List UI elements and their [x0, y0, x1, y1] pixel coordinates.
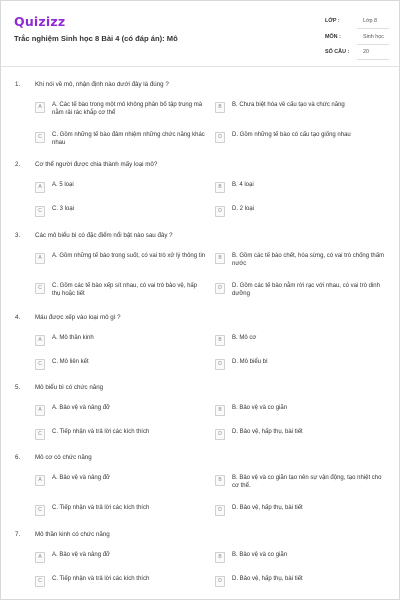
- option-d-box[interactable]: D: [215, 429, 225, 440]
- worksheet-title: Trắc nghiệm Sinh học 8 Bài 4 (có đáp án): Mô: [14, 34, 178, 43]
- option-d-box[interactable]: D: [215, 576, 225, 587]
- option-b-text[interactable]: B. 4 loại: [232, 182, 254, 188]
- option-d-box[interactable]: D: [215, 206, 225, 217]
- option-a-box[interactable]: A: [35, 335, 45, 346]
- grade-value: Lớp 8: [363, 18, 378, 24]
- option-c-box[interactable]: C: [35, 283, 45, 294]
- option-c-text[interactable]: C. 3 loại: [52, 206, 75, 212]
- option-d-box[interactable]: D: [215, 283, 225, 294]
- question-count-underline: [357, 59, 389, 60]
- option-b-text[interactable]: B. Bảo vệ và co giãn: [232, 405, 288, 411]
- option-a-box[interactable]: A: [35, 405, 45, 416]
- option-c-box[interactable]: C: [35, 576, 45, 587]
- option-d-text[interactable]: D. Mô biểu bì: [232, 359, 268, 365]
- option-a-text[interactable]: A. Các tế bào trong một mô không phân bố tập trung mà nằm rải rác khắp cơ thể: [52, 102, 203, 116]
- option-d-box[interactable]: D: [215, 132, 225, 143]
- option-b-box[interactable]: B: [215, 552, 225, 563]
- option-c-text[interactable]: C. Gồm các tế bào xếp sít nhau, có vai trò bảo vệ, hấp thụ hoặc tiết: [52, 283, 198, 297]
- option-a-box[interactable]: A: [35, 552, 45, 563]
- question-text: Các mô biểu bì có đặc điểm nổi bật nào sau đây ?: [35, 232, 173, 239]
- option-c-box[interactable]: C: [35, 132, 45, 143]
- option-d-text[interactable]: D. Bảo vệ, hấp thụ, bài tiết: [232, 576, 303, 582]
- option-a-box[interactable]: A: [35, 253, 45, 264]
- header-divider: [1, 66, 399, 67]
- question-text: Mô biểu bì có chức năng: [35, 384, 104, 391]
- question-text: Máu được xếp vào loại mô gì ?: [35, 314, 121, 321]
- option-b-box[interactable]: B: [215, 335, 225, 346]
- option-b-text[interactable]: B. Chưa biệt hóa về cấu tạo và chức năng: [232, 102, 345, 108]
- question-text: Mô thần kinh có chức năng: [35, 531, 110, 538]
- option-b-text[interactable]: B. Mô cơ: [232, 335, 257, 341]
- option-b-text[interactable]: B. Gồm các tế bào chết, hóa sừng, có vai trò chống thấm nước: [232, 253, 385, 267]
- option-a-text[interactable]: A. Mô thần kinh: [52, 335, 94, 341]
- question-number: 6.: [15, 454, 21, 461]
- option-d-text[interactable]: D. Gồm các tế bào nằm rời rạc với nhau, có vai trò dinh dưỡng: [232, 283, 380, 297]
- option-a-box[interactable]: A: [35, 102, 45, 113]
- option-d-text[interactable]: D. Bảo vệ, hấp thụ, bài tiết: [232, 505, 303, 511]
- option-d-text[interactable]: D. Bảo vệ, hấp thụ, bài tiết: [232, 429, 303, 435]
- grade-underline: [357, 28, 389, 29]
- option-a-text[interactable]: A. Bảo vệ và nâng đỡ: [52, 405, 110, 411]
- grade-label: LỚP :: [325, 18, 340, 24]
- option-c-box[interactable]: C: [35, 359, 45, 370]
- question-number: 1.: [15, 81, 21, 88]
- question-text: Mô cơ có chức năng: [35, 454, 92, 461]
- option-b-text[interactable]: B. Bảo vệ và co giãn: [232, 552, 288, 558]
- option-c-box[interactable]: C: [35, 429, 45, 440]
- option-c-text[interactable]: C. Mô liên kết: [52, 359, 89, 365]
- option-c-text[interactable]: C. Tiếp nhận và trả lời các kích thích: [52, 576, 150, 582]
- option-d-text[interactable]: D. 2 loại: [232, 206, 255, 212]
- option-b-box[interactable]: B: [215, 475, 225, 486]
- option-b-text[interactable]: B. Bảo vệ và co giãn tạo nên sự vận động, tạo nhiệt cho cơ thể.: [232, 475, 382, 489]
- option-a-text[interactable]: A. 5 loại: [52, 182, 74, 188]
- quizizz-logo: Quizizz: [14, 14, 66, 29]
- subject-label: MÔN :: [325, 34, 341, 40]
- option-a-box[interactable]: A: [35, 182, 45, 193]
- question-number: 4.: [15, 314, 21, 321]
- option-d-box[interactable]: D: [215, 359, 225, 370]
- option-c-box[interactable]: C: [35, 505, 45, 516]
- question-count-value: 20: [363, 49, 369, 55]
- option-c-text[interactable]: C. Tiếp nhận và trả lời các kích thích: [52, 505, 150, 511]
- option-b-box[interactable]: B: [215, 102, 225, 113]
- option-a-text[interactable]: A. Gồm những tế bào trong suốt, có vai trò xử lý thông tin: [52, 253, 206, 259]
- option-b-box[interactable]: B: [215, 405, 225, 416]
- question-number: 3.: [15, 232, 21, 239]
- option-a-text[interactable]: A. Bảo vệ và nâng đỡ: [52, 552, 110, 558]
- subject-value: Sinh học: [363, 34, 384, 40]
- option-c-box[interactable]: C: [35, 206, 45, 217]
- option-c-text[interactable]: C. Gồm những tế bào đảm nhiệm những chức năng khác nhau: [52, 132, 205, 146]
- question-number: 7.: [15, 531, 21, 538]
- option-d-text[interactable]: D. Gồm những tế bào có cấu tạo giống nhau: [232, 132, 351, 138]
- option-c-text[interactable]: C. Tiếp nhận và trả lời các kích thích: [52, 429, 150, 435]
- option-b-box[interactable]: B: [215, 253, 225, 264]
- option-a-text[interactable]: A. Bảo vệ và nâng đỡ: [52, 475, 110, 481]
- question-text: Khi nói về mô, nhận định nào dưới đây là đúng ?: [35, 81, 169, 88]
- subject-underline: [357, 44, 389, 45]
- question-number: 5.: [15, 384, 21, 391]
- option-b-box[interactable]: B: [215, 182, 225, 193]
- option-d-box[interactable]: D: [215, 505, 225, 516]
- question-number: 2.: [15, 161, 21, 168]
- question-text: Cơ thể người được chia thành mấy loại mô?: [35, 161, 158, 168]
- question-count-label: SỐ CÂU :: [325, 49, 350, 55]
- option-a-box[interactable]: A: [35, 475, 45, 486]
